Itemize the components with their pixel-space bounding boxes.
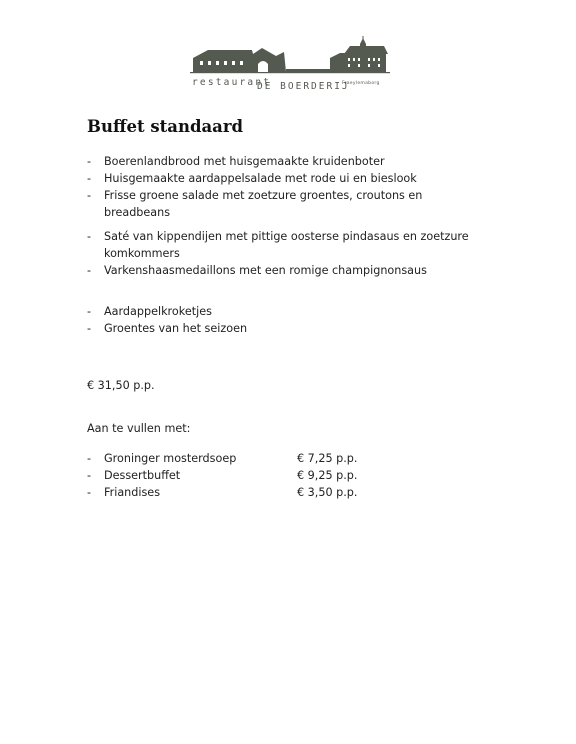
logo-word-name: DE BOERDERIJ (257, 81, 350, 92)
bullet-dash: - (87, 452, 92, 465)
extra-row (87, 484, 357, 501)
item-text: Saté van kippendijen met pittige oosterse pindasaus en zoetzure komkommers (104, 230, 469, 260)
logo-word-place: Fraeylemaborg (342, 81, 380, 86)
bread-salad-list (87, 153, 484, 221)
extra-label: Friandises (104, 486, 161, 499)
list-item (87, 153, 484, 170)
list-item (87, 228, 484, 262)
item-text: Huisgemaakte aardappelsalade met rode ui en bieslook (104, 172, 417, 185)
extra-price: € 3,50 p.p. (297, 486, 358, 499)
bullet-dash: - (87, 469, 92, 482)
item-text: Groentes van het seizoen (104, 322, 248, 335)
bullet-dash: - (87, 230, 92, 243)
bullet-dash: - (87, 155, 92, 168)
bullet-dash: - (87, 189, 92, 202)
item-text: Boerenlandbrood met huisgemaakte kruidenboter (104, 155, 385, 168)
item-text: Aardappelkroketjes (104, 305, 212, 318)
farm-building-logo-icon (190, 36, 390, 80)
bullet-dash: - (87, 172, 92, 185)
bullet-dash: - (87, 486, 92, 499)
extra-row (87, 467, 357, 484)
logo-word-restaurant: restaurant (192, 77, 272, 88)
extra-label: Groninger mosterdsoep (104, 452, 237, 465)
list-item (87, 320, 484, 337)
main-course-list (87, 228, 484, 279)
page-title: Buffet standaard (87, 117, 244, 136)
extras-heading: Aan te vullen met: (87, 422, 191, 435)
restaurant-logo (190, 36, 390, 96)
list-item (87, 187, 484, 221)
bullet-dash: - (87, 264, 92, 277)
list-item (87, 303, 484, 320)
bullet-dash: - (87, 305, 92, 318)
list-item (87, 262, 484, 279)
extra-label: Dessertbuffet (104, 469, 181, 482)
item-text: Frisse groene salade met zoetzure groentes, croutons en breadbeans (104, 189, 423, 219)
extras-list (87, 450, 357, 501)
item-text: Varkenshaasmedaillons met een romige champignonsaus (104, 264, 427, 277)
extra-price: € 9,25 p.p. (297, 469, 358, 482)
extra-row (87, 450, 357, 467)
extra-price: € 7,25 p.p. (297, 452, 358, 465)
buffet-price: € 31,50 p.p. (87, 379, 155, 392)
bullet-dash: - (87, 322, 92, 335)
side-dish-list (87, 303, 484, 337)
list-item (87, 170, 484, 187)
